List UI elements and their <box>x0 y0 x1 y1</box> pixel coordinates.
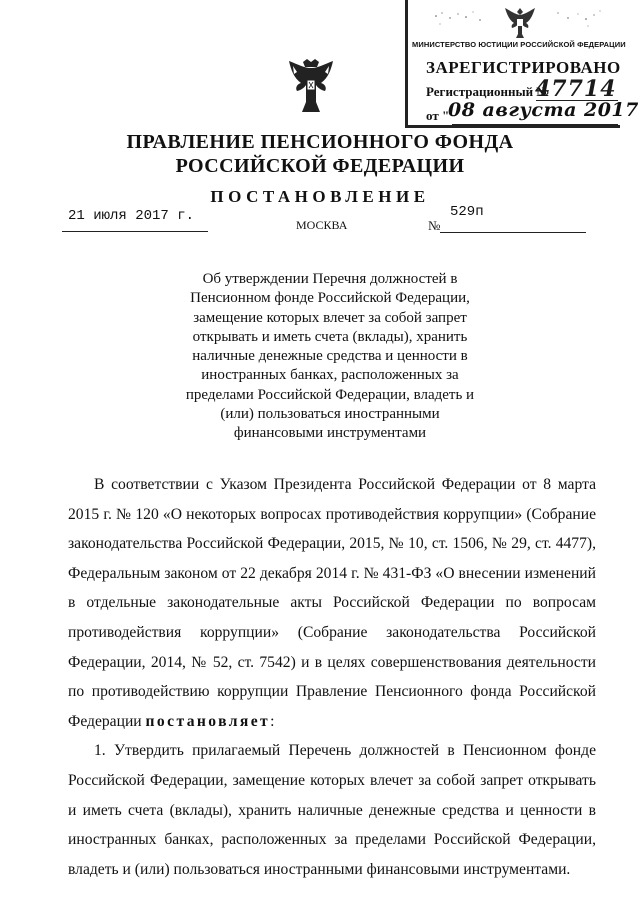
resolves-colon: : <box>270 712 275 730</box>
stamp-handwritten-date: 08 августа 2017 <box>448 99 639 121</box>
resolves-word: постановляет <box>145 712 271 730</box>
stamp-ministry-name: МИНИСТЕРСТВО ЮСТИЦИИ РОССИЙСКОЙ ФЕДЕРАЦИИ <box>412 40 626 49</box>
number-sign: № <box>428 218 441 233</box>
document-body <box>68 470 596 884</box>
document-number: 529п <box>450 204 484 220</box>
document-date: 21 июля 2017 г. <box>68 208 195 224</box>
organization-title-line2: РОССИЙСКОЙ ФЕДЕРАЦИИ <box>175 155 465 177</box>
registration-stamp <box>405 0 639 128</box>
stamp-from-label: от " <box>426 108 450 123</box>
preamble-text: В соответствии с Указом Президента Российской Федерации от 8 марта 2015 г. № 120 «О некоторых вопросах противодействия коррупции» (Собрание законодательства Российской Федерации, 2015, № 10, ст. 1506, № 29, ст. 4477), Федеральным законом от 22 декабря 2014 г. № 431-ФЗ «О внесении изменений в отдельные законодательные акты Российской Федерации по вопросам противодействия коррупции» (Собрание законодательства Российской Федерации, 2014, № 52, ст. 7542) и в целях совершенствования деятельности по противодействию коррупции Правление Пенсионного фонда Российской Федерации <box>68 476 596 730</box>
stamp-registered-label: ЗАРЕГИСТРИРОВАНО <box>426 58 621 77</box>
stamp-date-underline <box>452 124 618 125</box>
organization-title <box>100 130 540 178</box>
preamble-paragraph <box>68 470 596 736</box>
document-city: МОСКВА <box>296 218 348 232</box>
organization-title-line1: ПРАВЛЕНИЕ ПЕНСИОННОГО ФОНДА <box>126 131 514 153</box>
number-underline <box>440 232 586 233</box>
item-1-paragraph: 1. Утвердить прилагаемый Перечень должностей в Пенсионном фонде Российской Федерации, замещение которых влечет за собой запрет открывать и иметь счета (вклады), хранить наличные денежные средства и ценности в иностранных банках, расположенных за пределами Российской Федерации, владеть и (или) пользоваться иностранными финансовыми инструментами. <box>68 742 596 878</box>
date-underline <box>62 231 208 232</box>
document-subject: Об утверждении Перечня должностей в Пенсионном фонде Российской Федерации, замещение которых влечет за собой запрет открывать и иметь счета (вклады), хранить наличные денежные средства и ценности в иностранных банках, расположенных за пределами Российской Федерации, владеть и (или) пользоваться иностранными финансовыми инструментами <box>185 271 475 442</box>
coat-of-arms-icon <box>285 58 337 116</box>
document-type: ПОСТАНОВЛЕНИЕ <box>210 187 430 206</box>
stamp-registration-label: Регистрационный № <box>426 84 550 99</box>
eagle-emblem-icon <box>500 2 540 42</box>
stamp-registration-number: 47714 <box>535 76 617 102</box>
